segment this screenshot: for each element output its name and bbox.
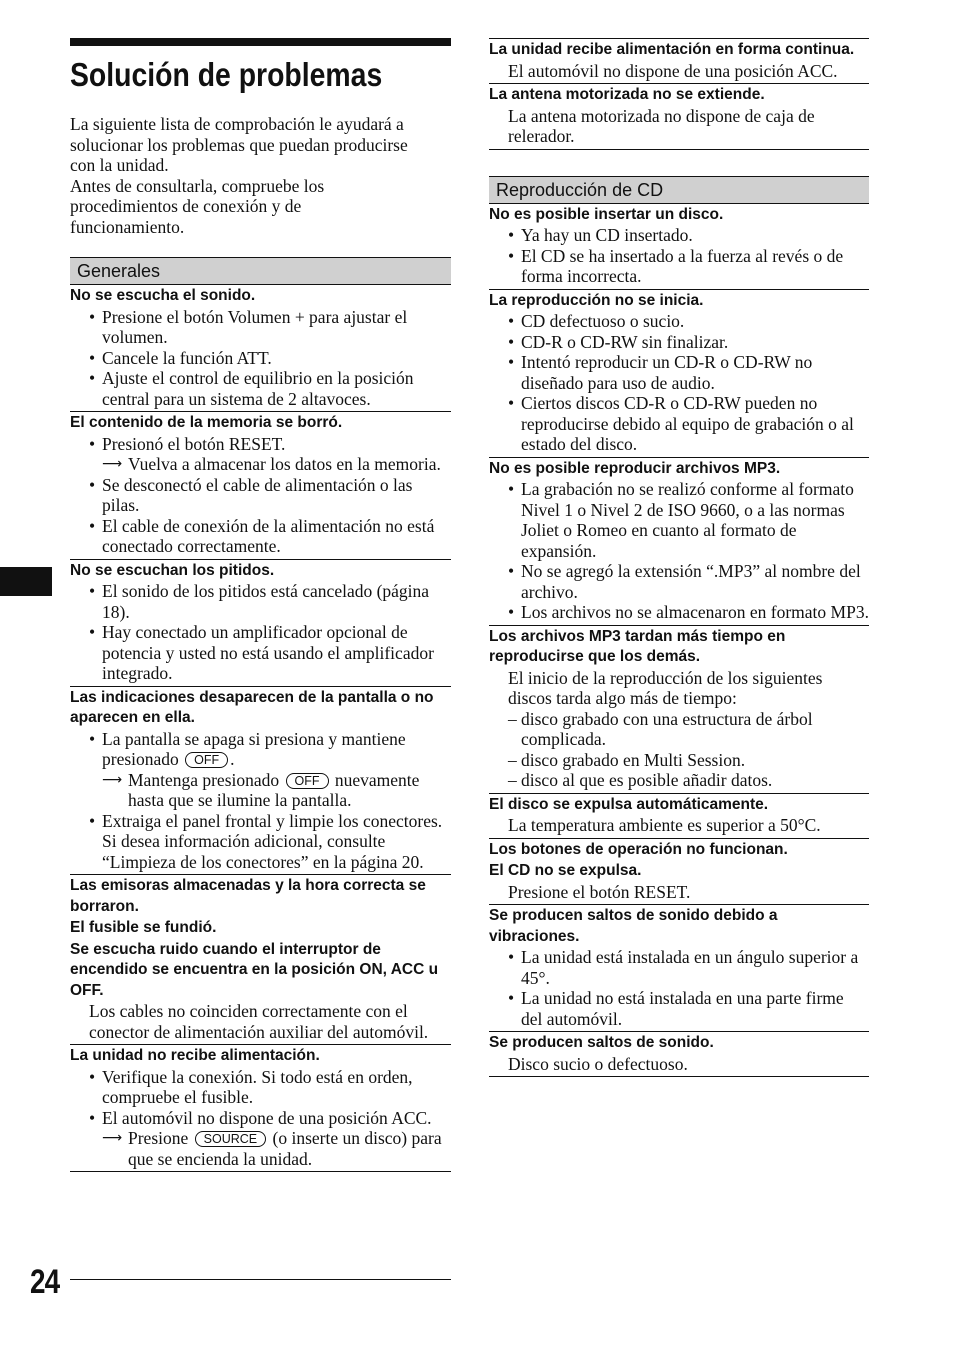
entry-no-power (70, 1045, 451, 1172)
entry-memory-erased (70, 412, 451, 560)
off-key-label: OFF (286, 773, 329, 789)
entry-fuse-noise (70, 875, 451, 1045)
entry-auto-eject (489, 794, 869, 839)
page-title: Solución de problemas (70, 56, 383, 93)
problem: El contenido de la memoria se borró. (70, 414, 343, 431)
problem: La unidad no recibe alimentación. (70, 1047, 320, 1064)
problem: Se producen saltos de sonido. (489, 1034, 714, 1051)
problem: No se escucha el sonido. (70, 287, 256, 304)
entry-skips-vibration (489, 905, 869, 1032)
entry-buttons-dead (489, 839, 869, 906)
remedy: ⟶ Mantenga presionado OFF nuevamente hasta que se ilumine la pantalla. (102, 769, 420, 810)
problem: No es posible reproducir archivos MP3. (489, 459, 781, 477)
problem: El fusible se fundió. (70, 919, 217, 936)
cause: • No se agregó la extensión “.MP3” al nombre del archivo. (489, 561, 869, 602)
remedy: ⟶ Vuelva a almacenar los datos en la memoria. (102, 454, 441, 474)
problem: La reproducción no se inicia. (489, 291, 704, 309)
left-column (70, 38, 451, 1172)
causes (70, 475, 451, 557)
entry-antenna (489, 84, 869, 150)
cause: Disco sucio o defectuoso. (508, 1053, 688, 1074)
cause: • El sonido de los pitidos está cancelado (página 18). (70, 581, 451, 622)
entry-no-sound (70, 285, 451, 412)
section-heading-cd: Reproducción de CD (489, 176, 869, 204)
cause-list (489, 709, 869, 791)
remedy: ⟶ Presione SOURCE (o inserte un disco) para que se encienda la unidad. (102, 1128, 442, 1169)
problem: Se escucha ruido cuando el interruptor de encendido se encuentra en la posición ON, ACC u OFF. (70, 940, 439, 999)
causes (489, 225, 869, 287)
cause: Presione el botón RESET. (508, 881, 691, 902)
problem: Se producen saltos de sonido debido a vibraciones. (489, 907, 778, 945)
arrow-right-icon: ⟶ (102, 456, 123, 472)
section-heading-general: Generales (70, 257, 451, 285)
problem: No es posible insertar un disco. (489, 205, 724, 223)
causes (489, 947, 869, 1029)
entry-display-disappears (70, 687, 451, 876)
cause: • Presione el botón Volumen + para ajustar el volumen. (70, 307, 451, 348)
arrow-right-icon: ⟶ (102, 1130, 123, 1146)
cause: La temperatura ambiente es superior a 50°C. (508, 815, 821, 835)
cause: • La grabación no se realizó conforme al formato Nivel 1 o Nivel 2 de ISO 9660, o a las normas Joliet o Romeo en cuanto al formato de expansión. (489, 479, 869, 561)
cause: • La unidad está instalada en un ángulo superior a 45°. (489, 947, 869, 988)
problem: Las indicaciones desaparecen de la pantalla o no aparecen en ella. (70, 688, 434, 726)
arrow-right-icon: ⟶ (102, 771, 123, 788)
title-rule (70, 38, 451, 46)
cause: • CD-R o CD-RW sin finalizar. (489, 332, 869, 353)
entry-playback-no-start (489, 290, 869, 458)
causes (70, 581, 451, 684)
cause: • Ajuste el control de equilibrio en la posición central para un sistema de 2 altavoces. (70, 368, 451, 409)
problem: Los botones de operación no funcionan. (489, 840, 788, 858)
intro-paragraph: La siguiente lista de comprobación le ayudará a solucionar los problemas que puedan producirse con la unidad. Antes de consultarla, compruebe los procedimientos de conexión y de funcionamiento. (70, 114, 408, 237)
causes (70, 729, 451, 770)
entry-no-beeps (70, 560, 451, 687)
cause: • Los archivos no se almacenaron en formato MP3. (489, 602, 869, 623)
causes (70, 434, 451, 455)
causes (489, 479, 869, 623)
cause: El inicio de la reproducción de los siguientes discos tarda algo más de tiempo: (508, 667, 823, 708)
cause: • El automóvil no dispone de una posición ACC. (70, 1108, 451, 1129)
cause: • Extraiga el panel frontal y limpie los conectores. Si desea información adicional, consulte “Limpieza de los conectores” en la página 20. (70, 811, 451, 873)
problem: La unidad recibe alimentación en forma continua. (489, 41, 855, 58)
cause: • Se desconectó el cable de alimentación o las pilas. (70, 475, 451, 516)
causes (489, 311, 869, 455)
right-column (489, 38, 869, 1077)
source-key-label: SOURCE (195, 1131, 266, 1147)
entry-sound-skips (489, 1032, 869, 1077)
cause: – disco grabado en Multi Session. (489, 750, 869, 771)
cause: • Ya hay un CD insertado. (489, 225, 869, 246)
footer-rule (70, 1279, 451, 1280)
cause: • Hay conectado un amplificador opcional de potencia y usted no está usando el amplificador integrado. (70, 622, 451, 684)
causes (70, 811, 451, 873)
cause: • CD defectuoso o sucio. (489, 311, 869, 332)
cause: • Intentó reproducir un CD-R o CD-RW no diseñado para uso de audio. (489, 352, 869, 393)
cause: • Presionó el botón RESET. (70, 434, 451, 455)
page-number: 24 (30, 1263, 60, 1301)
cause: – disco al que es posible añadir datos. (489, 770, 869, 791)
cause: • La unidad no está instalada en una parte firme del automóvil. (489, 988, 869, 1029)
cause: • El CD se ha insertado a la fuerza al revés o de forma incorrecta. (489, 246, 869, 287)
entry-continuous-power (489, 38, 869, 84)
problem: Los archivos MP3 tardan más tiempo en reproducirse que los demás. (489, 627, 786, 665)
cause: • La pantalla se apaga si presiona y mantiene presionado OFF . (70, 729, 451, 770)
problem: Las emisoras almacenadas y la hora correcta se borraron. (70, 877, 426, 915)
problem: El CD no se expulsa. (489, 862, 642, 879)
cause: • Verifique la conexión. Si todo está en orden, compruebe el fusible. (70, 1067, 451, 1108)
cause: • El cable de conexión de la alimentación no está conectado correctamente. (70, 516, 451, 557)
causes (70, 307, 451, 410)
entry-mp3-slow (489, 626, 869, 794)
entry-mp3-unplayable (489, 458, 869, 626)
problem: No se escuchan los pitidos. (70, 561, 275, 579)
cause: • Ciertos discos CD-R o CD-RW pueden no reproducirse debido al equipo de grabación o al estado del disco. (489, 393, 869, 455)
problem: La antena motorizada no se extiende. (489, 86, 765, 103)
cause: – disco grabado con una estructura de árbol complicada. (489, 709, 869, 750)
cause: Los cables no coinciden correctamente con el conector de alimentación auxiliar del automóvil. (89, 1001, 429, 1042)
section-tab-marker (0, 567, 52, 596)
off-key-label: OFF (185, 752, 228, 768)
problem: El disco se expulsa automáticamente. (489, 795, 769, 813)
entry-cannot-insert (489, 204, 869, 290)
cause: • Cancele la función ATT. (70, 348, 451, 369)
causes (70, 1067, 451, 1129)
cause: La antena motorizada no dispone de caja de relerador. (508, 105, 815, 146)
cause: El automóvil no dispone de una posición ACC. (508, 60, 838, 81)
